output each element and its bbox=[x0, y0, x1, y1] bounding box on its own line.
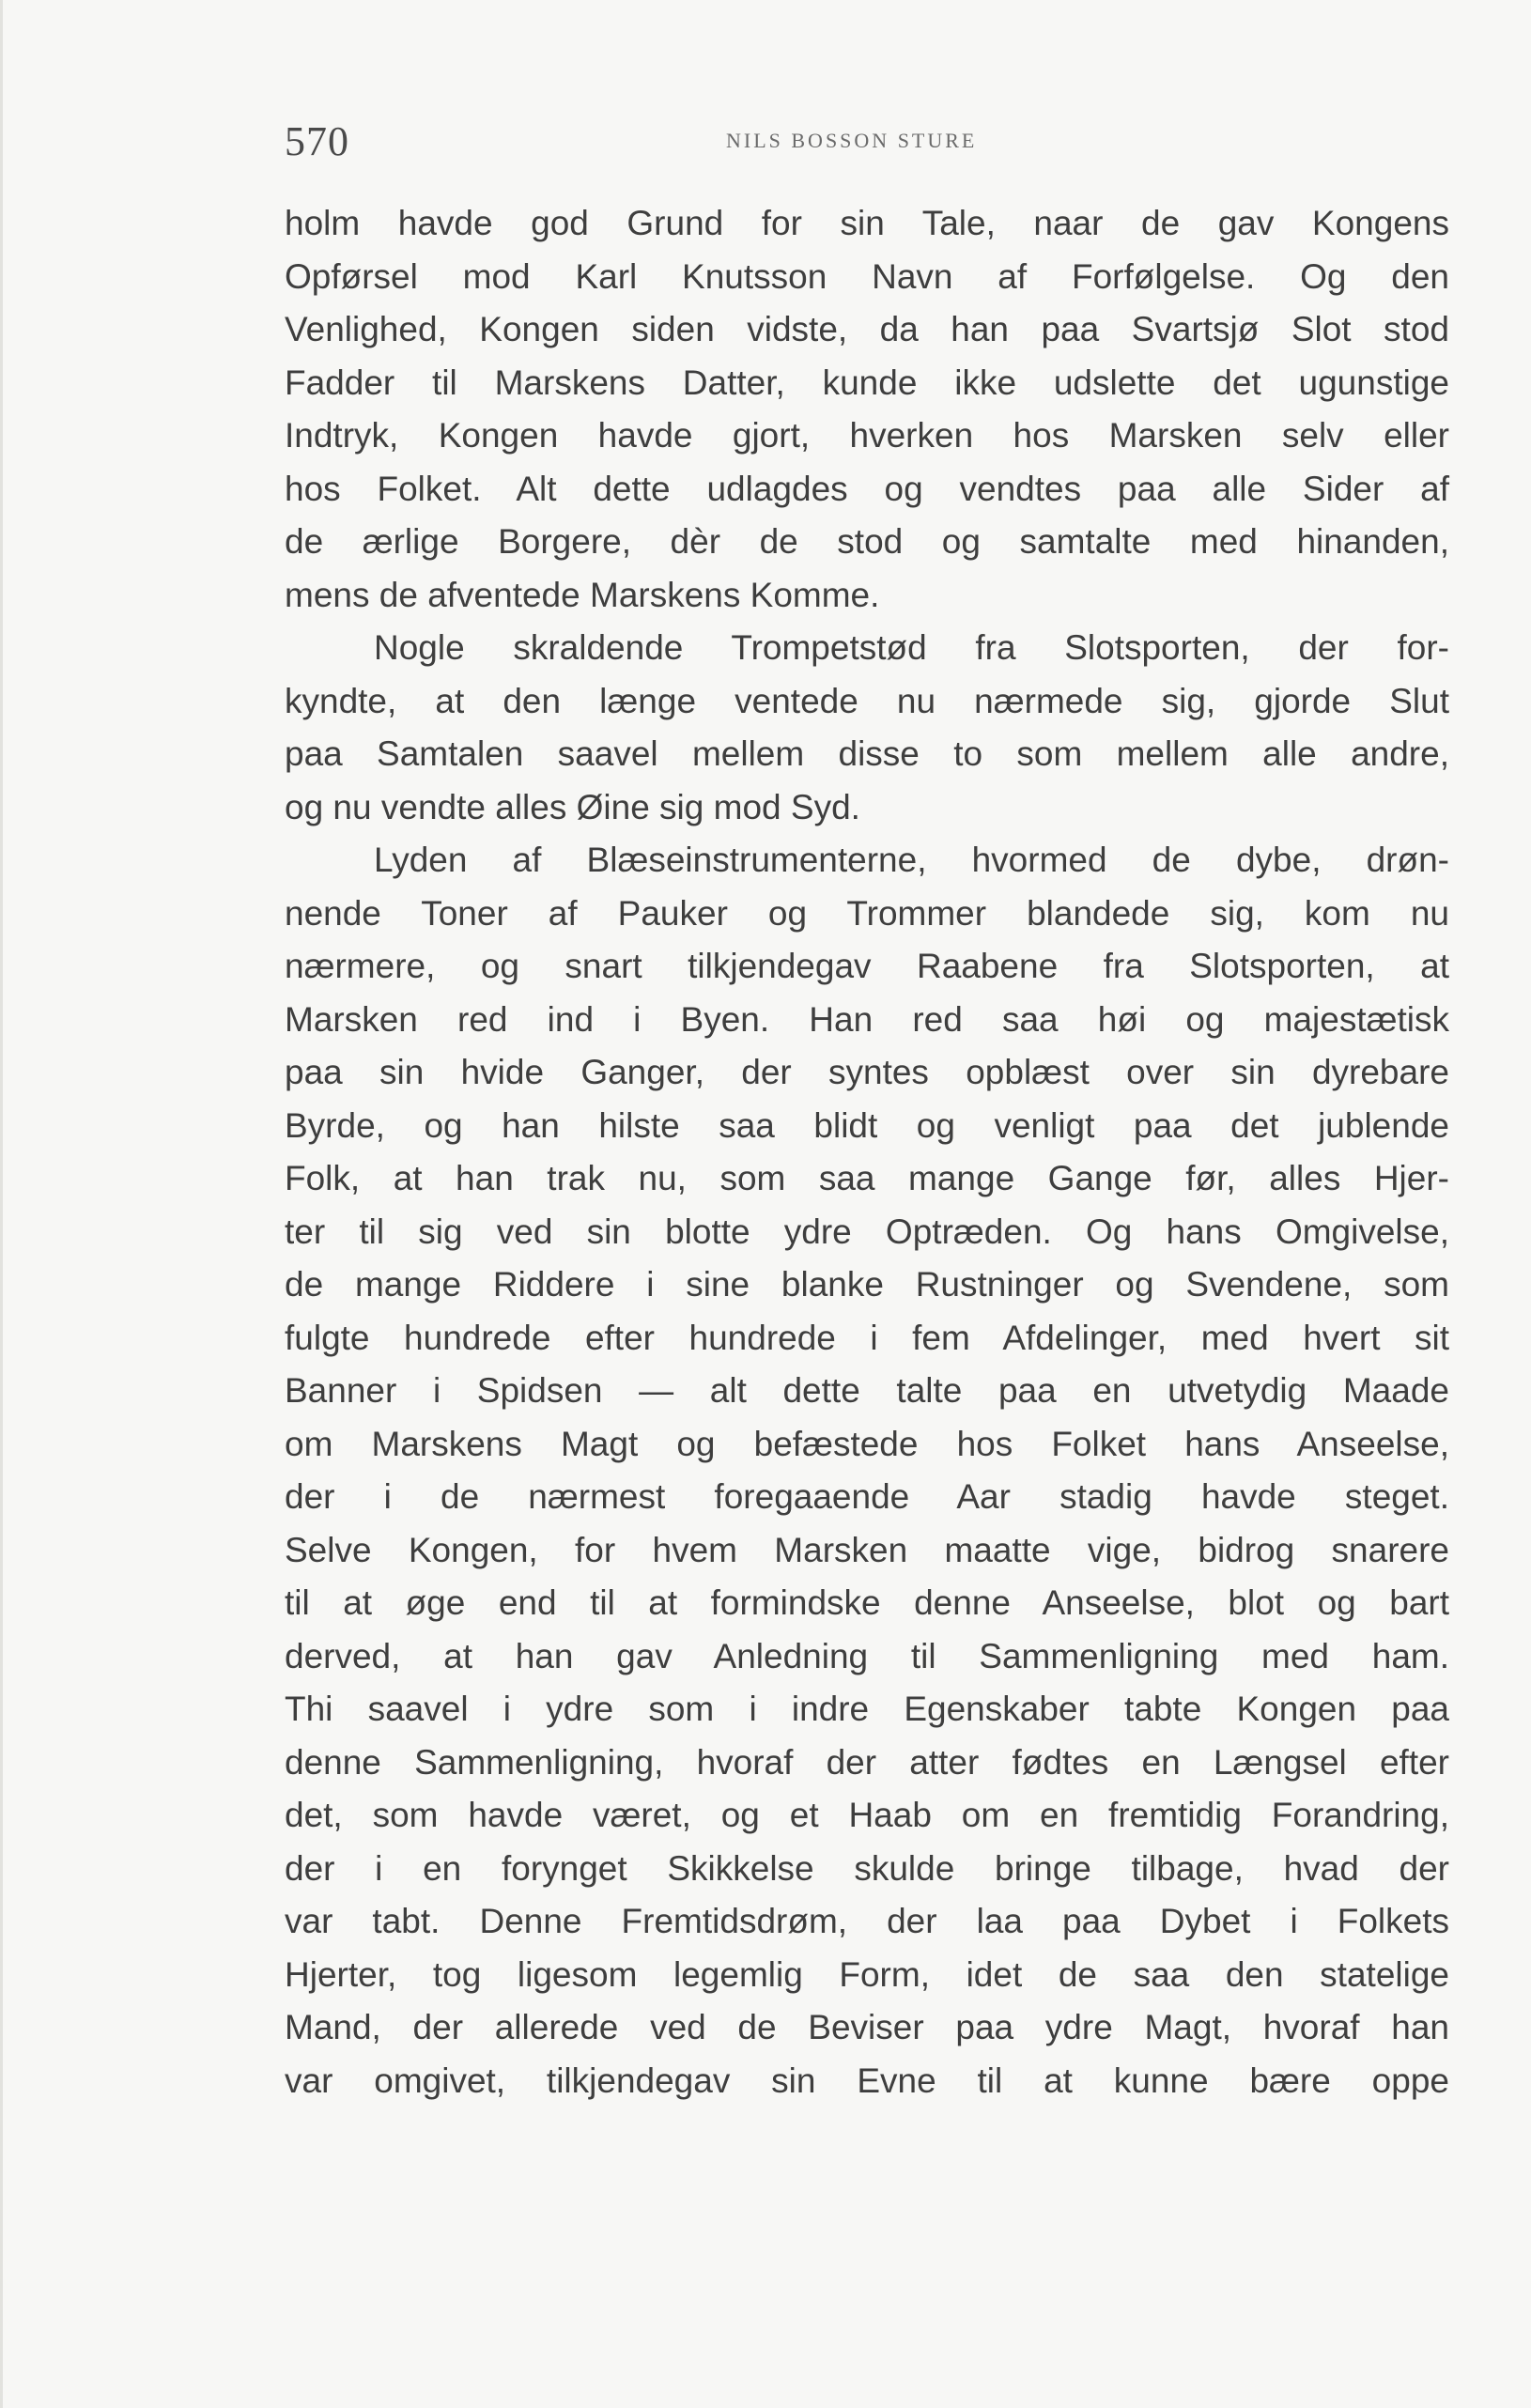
text-line: kyndte, at den længe ventede nu nærmede sig, gjorde Slut bbox=[285, 681, 1449, 720]
text-line: Fadder til Marskens Datter, kunde ikke udslette det ugunstige bbox=[285, 363, 1449, 402]
text-line: denne Sammenligning, hvoraf der atter fødtes en Længsel efter bbox=[285, 1742, 1449, 1782]
text-line: der i en forynget Skikkelse skulde bringe tilbage, hvad der bbox=[285, 1848, 1449, 1888]
text-line: Indtryk, Kongen havde gjort, hverken hos Marsken selv eller bbox=[285, 416, 1449, 455]
text-line: paa Samtalen saavel mellem disse to som mellem alle andre, bbox=[285, 734, 1449, 773]
text-line: Marsken red ind i Byen. Han red saa høi og majestætisk bbox=[285, 999, 1449, 1039]
page-header bbox=[285, 117, 1449, 183]
text-line: fulgte hundrede efter hundrede i fem Afdelinger, med hvert sit bbox=[285, 1318, 1449, 1357]
text-line: de ærlige Borgere, dèr de stod og samtalte med hinanden, bbox=[285, 522, 1449, 561]
text-line: nende Toner af Pauker og Trommer blandede sig, kom nu bbox=[285, 893, 1449, 933]
text-line: Folk, at han trak nu, som saa mange Gange før, alles Hjer- bbox=[285, 1159, 1449, 1197]
text-line: Opførsel mod Karl Knutsson Navn af Forfølgelse. Og den bbox=[285, 256, 1449, 296]
paragraph-start-line: Lyden af Blæseinstrumenterne, hvormed de dybe, drøn- bbox=[374, 841, 1449, 879]
text-line: var tabt. Denne Fremtidsdrøm, der laa paa Dybet i Folkets bbox=[285, 1902, 1449, 1940]
text-line: om Marskens Magt og befæstede hos Folket hans Anseelse, bbox=[285, 1424, 1449, 1463]
text-line: de mange Riddere i sine blanke Rustninger og Svendene, som bbox=[285, 1265, 1449, 1304]
text-line: holm havde god Grund for sin Tale, naar de gav Kongens bbox=[285, 204, 1449, 242]
text-line: Venlighed, Kongen siden vidste, da han paa Svartsjø Slot stod bbox=[285, 310, 1449, 348]
text-line: var omgivet, tilkjendegav sin Evne til at kunne bære oppe bbox=[285, 2061, 1449, 2100]
text-line: paa sin hvide Ganger, der syntes opblæst over sin dyrebare bbox=[285, 1053, 1449, 1091]
text-line: Hjerter, tog ligesom legemlig Form, idet de saa den statelige bbox=[285, 1954, 1449, 1994]
text-line: mens de afventede Marskens Komme. bbox=[285, 575, 880, 614]
body-text bbox=[285, 197, 1449, 2107]
text-line: det, som havde været, og et Haab om en fremtidig Forandring, bbox=[285, 1796, 1449, 1834]
text-line: nærmere, og snart tilkjendegav Raabene fra Slotsporten, at bbox=[285, 947, 1449, 985]
text-line: Mand, der allerede ved de Beviser paa ydre Magt, hvoraf han bbox=[285, 2008, 1449, 2046]
text-line: til at øge end til at formindske denne Anseelse, blot og bart bbox=[285, 1583, 1449, 1622]
text-line: der i de nærmest foregaaende Aar stadig havde steget. bbox=[285, 1477, 1449, 1516]
text-line: Thi saavel i ydre som i indre Egenskaber tabte Kongen paa bbox=[285, 1690, 1449, 1728]
text-line: ter til sig ved sin blotte ydre Optræden. Og hans Omgivelse, bbox=[285, 1212, 1449, 1251]
text-line: hos Folket. Alt dette udlagdes og vendtes paa alle Sider af bbox=[285, 469, 1449, 508]
text-line: derved, at han gav Anledning til Sammenligning med ham. bbox=[285, 1636, 1449, 1675]
text-line: Byrde, og han hilste saa blidt og venligt paa det jublende bbox=[285, 1105, 1449, 1145]
text-line: Banner i Spidsen — alt dette talte paa en utvetydig Maade bbox=[285, 1371, 1449, 1410]
paragraph-start-line: Nogle skraldende Trompetstød fra Slotsporten, der for- bbox=[374, 628, 1449, 667]
running-head: NILS BOSSON STURE bbox=[726, 129, 978, 152]
text-line: Selve Kongen, for hvem Marsken maatte vige, bidrog snarere bbox=[285, 1530, 1449, 1569]
text-line: og nu vendte alles Øine sig mod Syd. bbox=[285, 787, 860, 826]
page-number: 570 bbox=[285, 118, 349, 164]
